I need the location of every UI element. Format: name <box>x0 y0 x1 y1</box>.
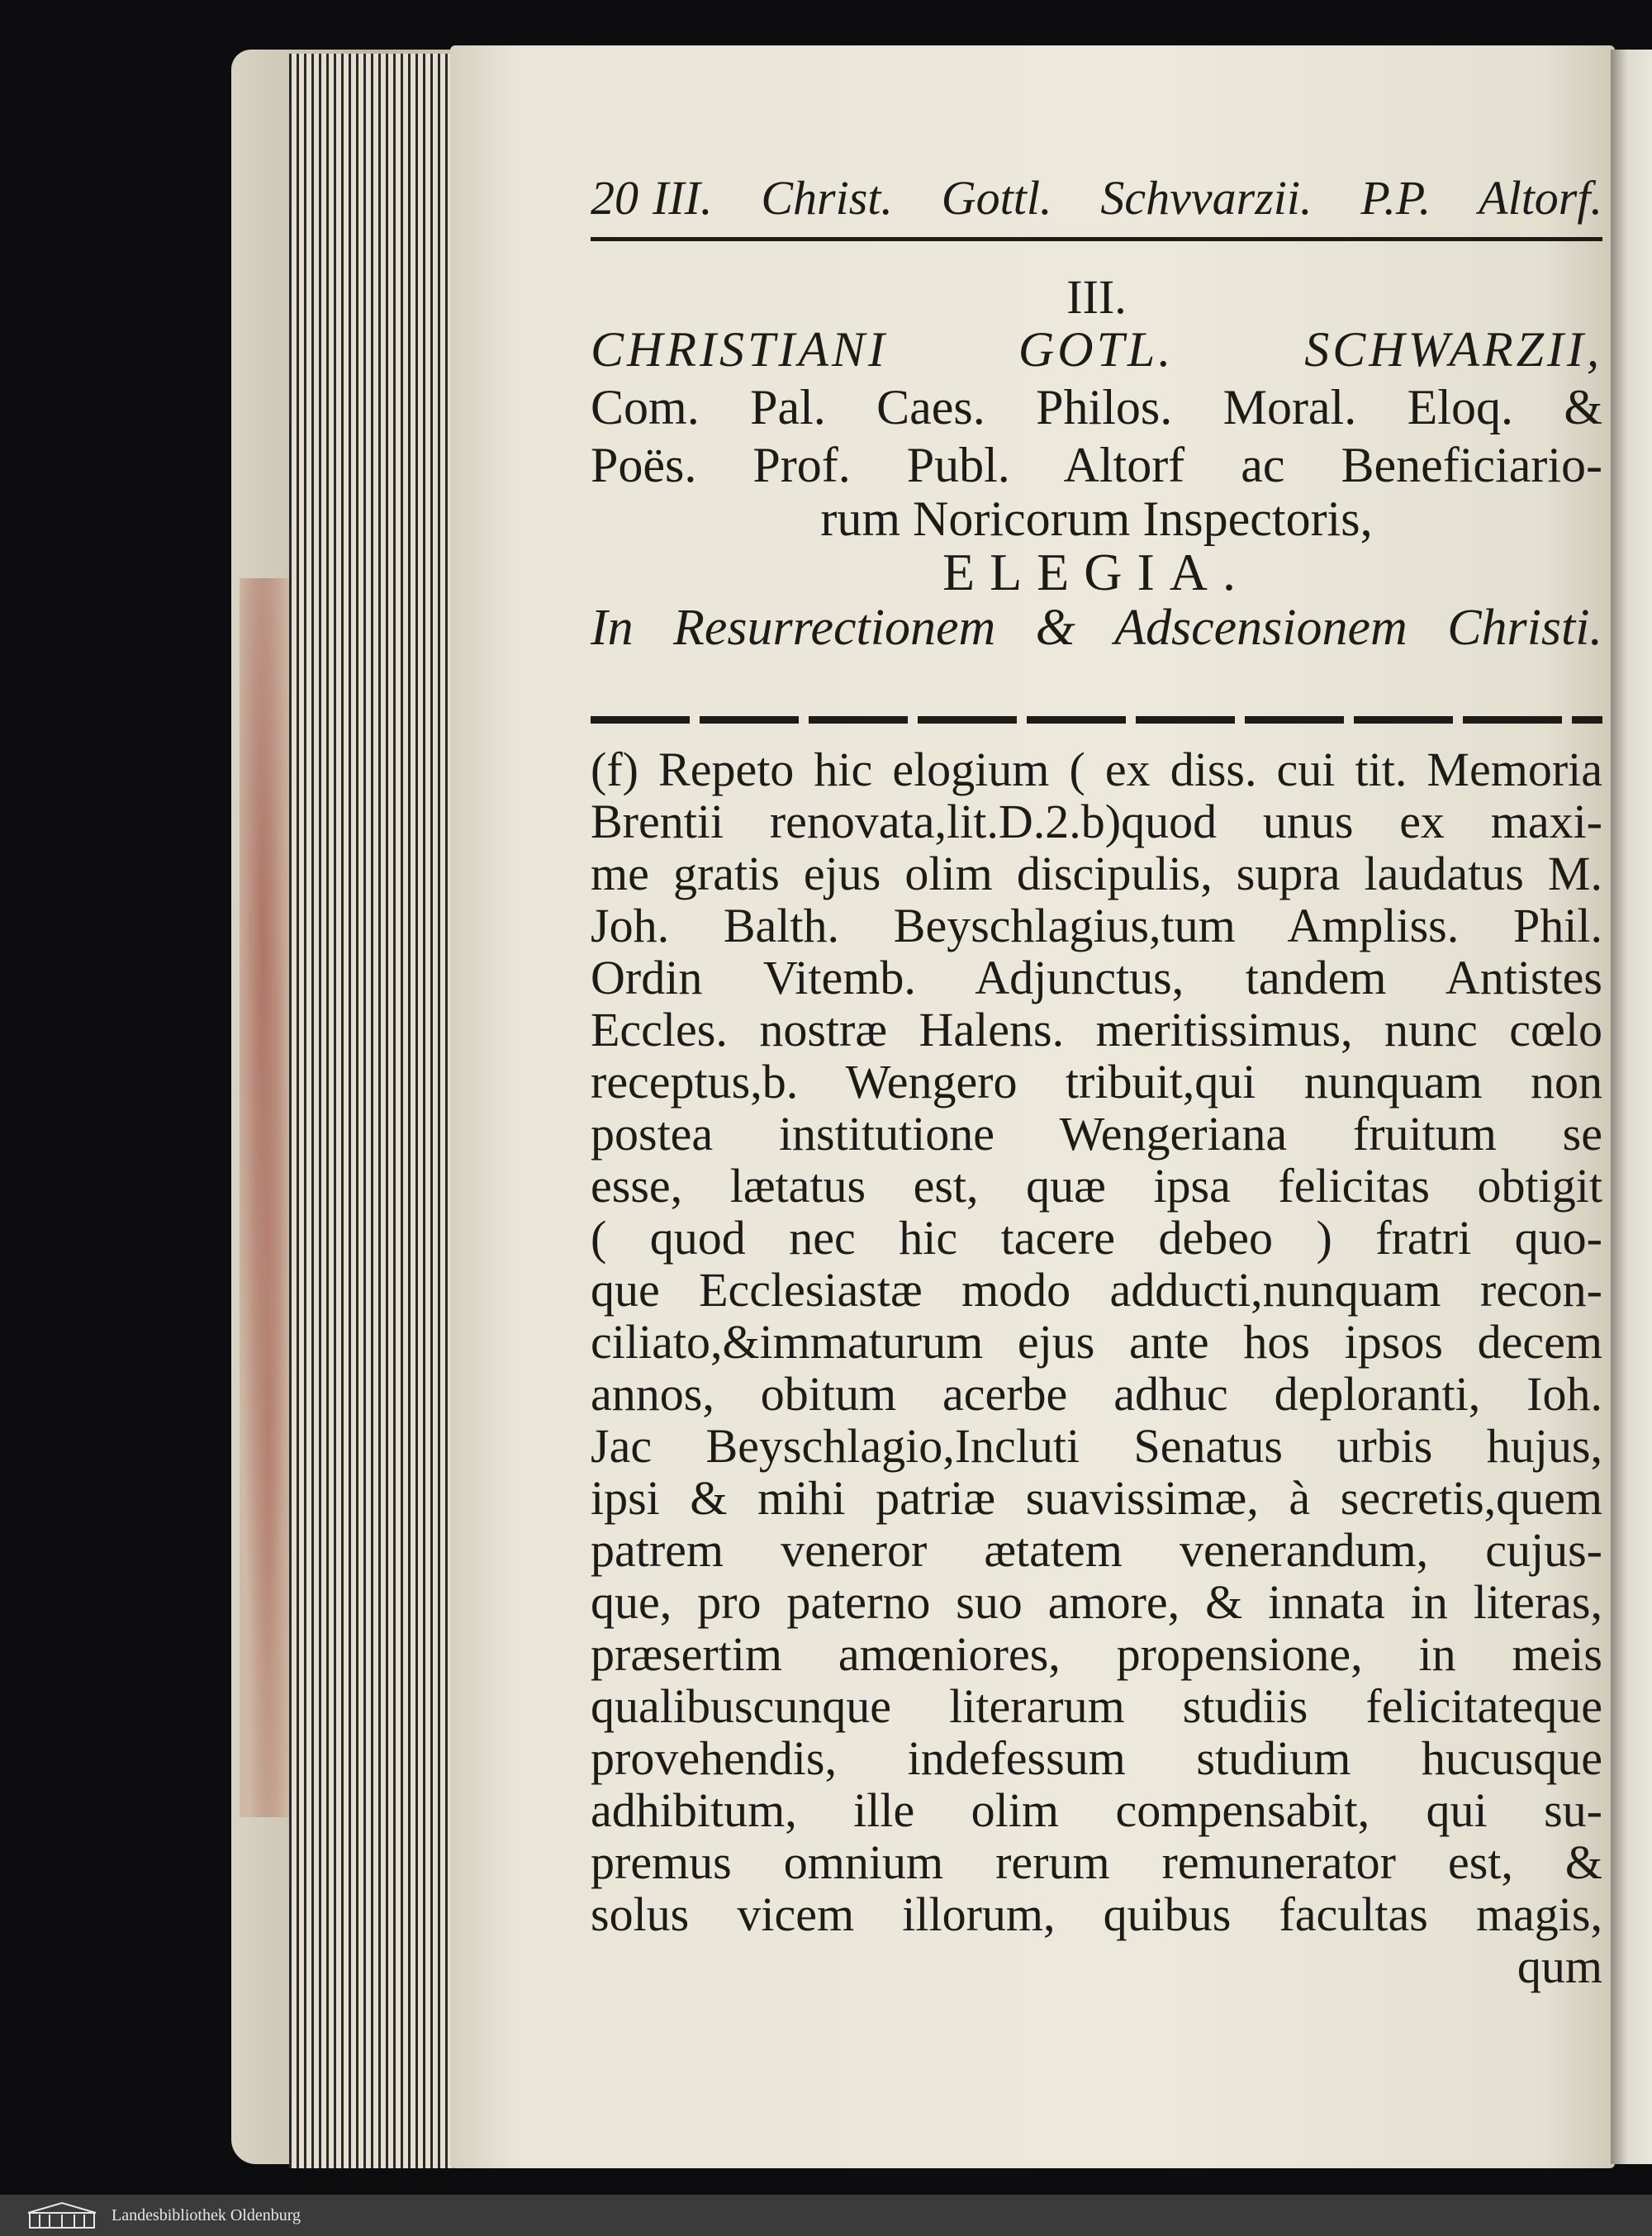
page-number: 20 <box>591 171 638 225</box>
footnote-line: Eccles. nostræ Halens. meritissimus, nunc cœlo <box>591 1003 1602 1056</box>
footnote-line: qualibuscunque literarum studiis felicitateque <box>591 1679 1602 1733</box>
library-building-icon <box>25 2201 99 2229</box>
footnote-line: solus vicem illorum, quibus facultas magis, <box>591 1887 1602 1941</box>
poem-genre: ELEGIA. <box>942 543 1251 601</box>
footnote-line: ipsi & mihi patriæ suavissimæ, à secretis,quem <box>591 1471 1602 1525</box>
footnote-line: præsertim amœniores, propensione, in meis <box>591 1627 1602 1681</box>
header-rule <box>591 237 1602 241</box>
footnote-line: provehendis, indefessum studium hucusque <box>591 1731 1602 1785</box>
footnote-line: receptus,b. Wengero tribuit,qui nunquam non <box>591 1055 1602 1109</box>
footnote-line: postea institutione Wengeriana fruitum se <box>591 1107 1602 1161</box>
poem-subject: In Resurrectionem & Adscensionem Christi. <box>591 600 1602 656</box>
footnote-line: Jac Beyschlagio,Incluti Senatus urbis hujus, <box>591 1419 1602 1473</box>
footnote-line: ( quod nec hic tacere debeo ) fratri quo- <box>591 1211 1602 1265</box>
footnote-line: ciliato,&immaturum ejus ante hos ipsos decem <box>591 1315 1602 1369</box>
section-divider <box>591 716 1602 724</box>
footnote-line: patrem veneror ætatem venerandum, cujus- <box>591 1523 1602 1577</box>
running-head <box>591 161 1602 235</box>
page-stack <box>289 54 463 2168</box>
footnote-line: que, pro paterno suo amore, & innata in literas, <box>591 1575 1602 1629</box>
author-titles-line-1: Com. Pal. Caes. Philos. Moral. Eloq. & <box>591 380 1602 434</box>
footnote-line: annos, obitum acerbe adhuc deploranti, Ioh. <box>591 1367 1602 1421</box>
catchword: qum <box>1517 1939 1602 1993</box>
footnote-line: adhibitum, ille olim compensabit, qui su- <box>591 1783 1602 1837</box>
library-footer-bar <box>0 2195 1652 2236</box>
footnote-line: premus omnium rerum remunerator est, & <box>591 1835 1602 1889</box>
footnote-line: Brentii renovata,lit.D.2.b)quod unus ex maxi- <box>591 795 1602 848</box>
section-number: III. <box>1066 270 1127 324</box>
facing-page-edge <box>1611 50 1652 2164</box>
footnote-line: que Ecclesiastæ modo adducti,nunquam recon- <box>591 1263 1602 1317</box>
footnote-line: Ordin Vitemb. Adjunctus, tandem Antistes <box>591 951 1602 1004</box>
footnote-line: (f) Repeto hic elogium ( ex diss. cui tit. Memoria <box>591 743 1602 796</box>
footnote-line: Joh. Balth. Beyschlagius,tum Ampliss. Phil. <box>591 899 1602 952</box>
footnote-line: esse, lætatus est, quæ ipsa felicitas obtigit <box>591 1159 1602 1213</box>
footnote-line: me gratis ejus olim discipulis, supra laudatus M. <box>591 847 1602 900</box>
author-titles-line-3: rum Noricorum Inspectoris, <box>820 491 1373 546</box>
author-titles-line-2: Poës. Prof. Publ. Altorf ac Beneficiario- <box>591 438 1602 492</box>
library-name: Landesbibliothek Oldenburg <box>112 2206 301 2224</box>
footnote-block <box>591 743 1602 1992</box>
author-name: CHRISTIANI GOTL. SCHWARZII, <box>591 322 1602 377</box>
running-head-title: III. Christ. Gottl. Schvvarzii. P.P. Altorf. <box>653 171 1602 225</box>
